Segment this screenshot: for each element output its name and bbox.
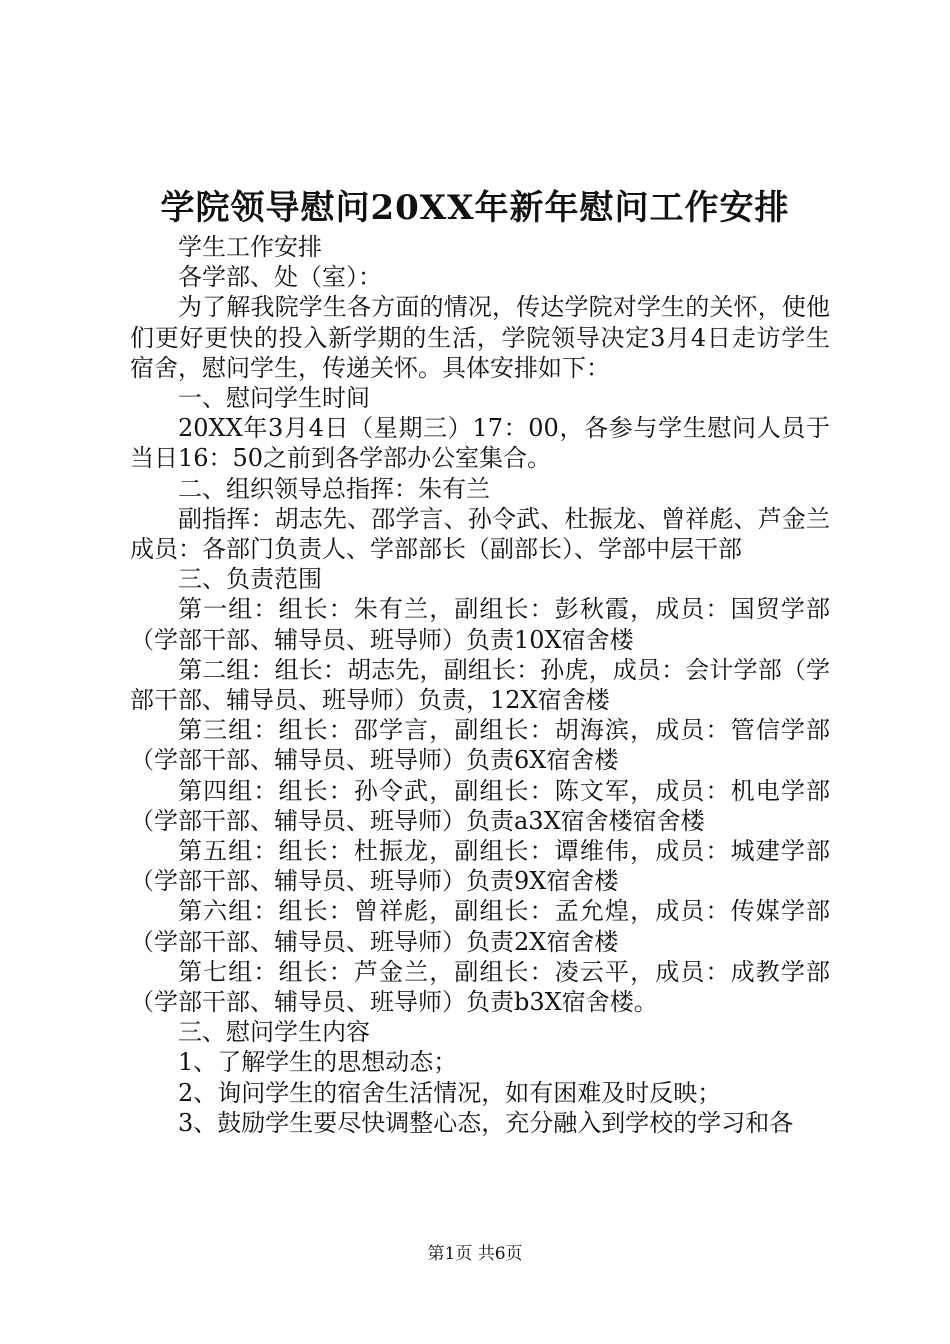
paragraph: 1、了解学生的思想动态； (178, 1048, 458, 1077)
paragraph: 第二组：组长：胡志先，副组长：孙虎，成员：会计学部（学部干部、辅导员、班导师）负责，12X宿舍楼 (130, 655, 830, 715)
paragraph: 第三组：组长：邵学言，副组长：胡海滨，成员：管信学部（学部干部、辅导员、班导师）负责6X宿舍楼 (130, 716, 830, 775)
paragraph: 2、询问学生的宿舍生活情况，如有困难及时反映； (178, 1078, 722, 1107)
paragraph: 学生工作安排 (178, 233, 322, 261)
paragraph: 各学部、处（室）： (178, 263, 382, 292)
paragraph: 为了解我院学生各方面的情况，传达学院对学生的关怀，使他们更好更快的投入新学期的生活，学院领导决定3月4日走访学生宿舍，慰问学生，传递关怀。具体安排如下： (130, 293, 830, 382)
paragraph: 三、负责范围 (178, 565, 322, 594)
paragraph: 三、慰问学生内容 (178, 1018, 370, 1047)
paragraph: 第四组：组长：孙令武，副组长：陈文军，成员：机电学部（学部干部、辅导员、班导师）负责a3X宿舍楼宿舍楼 (130, 776, 830, 835)
paragraph: 副指挥：胡志先、邵学言、孙令武、杜振龙、曾祥彪、芦金兰成员：各部门负责人、学部部长（副部长）、学部中层干部 (130, 504, 830, 564)
document-title: 学院领导慰问20XX年新年慰问工作安排 (160, 188, 790, 228)
paragraph: 第七组：组长：芦金兰，副组长：凌云平，成员：成教学部（学部干部、辅导员、班导师）负责b3X宿舍楼。 (130, 957, 830, 1017)
paragraph: 二、组织领导总指挥：朱有兰 (178, 474, 490, 503)
paragraph: 第一组：组长：朱有兰，副组长：彭秋霞，成员：国贸学部（学部干部、辅导员、班导师）负责10X宿舍楼 (130, 595, 830, 654)
paragraph: 3、鼓励学生要尽快调整心态，充分融入到学校的学习和各 (178, 1108, 794, 1137)
page-footer: 第1页 共6页 (427, 1244, 523, 1264)
paragraph: 第六组：组长：曾祥彪，副组长：孟允煌，成员：传媒学部（学部干部、辅导员、班导师）负责2X宿舍楼 (130, 897, 830, 956)
paragraph: 20XX年3月4日（星期三）17：00，各参与学生慰问人员于当日16：50之前到各学部办公室集合。 (130, 414, 830, 473)
document-body (130, 232, 830, 1138)
paragraph: 一、慰问学生时间 (178, 384, 370, 413)
paragraph: 第五组：组长：杜振龙，副组长：谭维伟，成员：城建学部（学部干部、辅导员、班导师）负责9X宿舍楼 (130, 837, 830, 896)
